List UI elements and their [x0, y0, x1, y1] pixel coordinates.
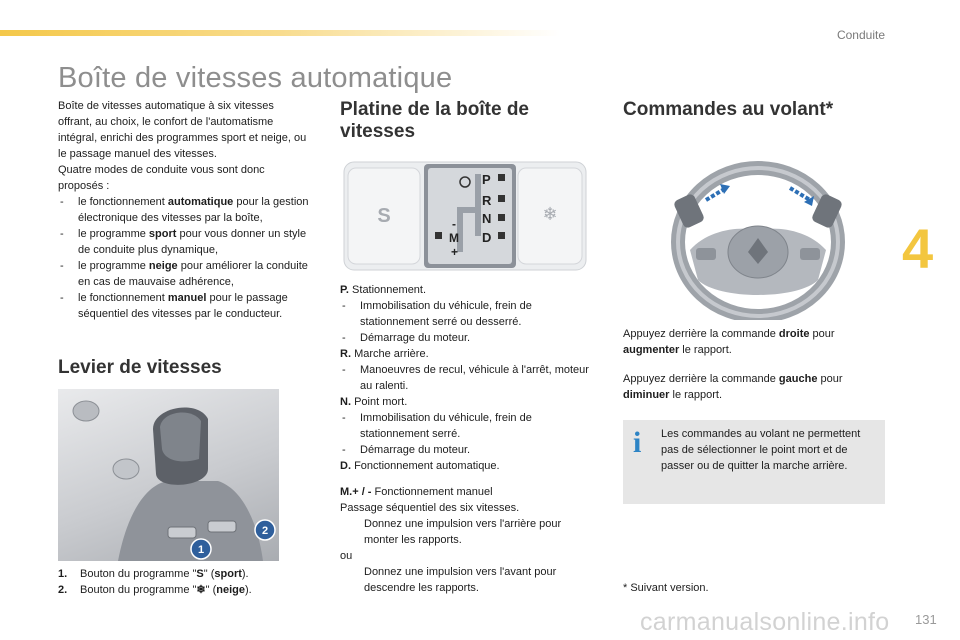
mode-item: - le fonctionnement automatique pour la gestion électronique des vitesses par la boîte,	[58, 194, 310, 226]
gear-selector-panel	[340, 160, 590, 272]
lever-heading: Levier de vitesses	[58, 357, 222, 378]
watermark: carmanualsonline.info	[640, 608, 890, 636]
manual-minus: -	[452, 217, 456, 231]
gear-lever-illustration	[58, 389, 279, 561]
callout-1-label: 1	[197, 544, 205, 556]
position-p-item: - Démarrage du moteur.	[340, 330, 590, 346]
paddle-left-text: Appuyez derrière la commande gauche pour diminuer le rapport.	[623, 373, 843, 401]
position-n: N. Point mort.	[340, 396, 408, 408]
manual-m: M	[449, 231, 459, 245]
position-n-item: - Démarrage du moteur.	[340, 442, 590, 458]
page-number: 131	[915, 612, 937, 627]
callout-2-label: 2	[261, 525, 269, 537]
gear-lever-photo	[58, 389, 279, 561]
position-p-item: - Immobilisation du véhicule, frein de stationnement serré ou desserré.	[340, 298, 590, 330]
modes-lead: Quatre modes de conduite vous sont donc proposés :	[58, 164, 265, 192]
info-icon: i	[633, 426, 642, 459]
manual-mode-section	[340, 484, 590, 596]
gear-n: N	[482, 211, 492, 226]
footnote: * Suivant version.	[623, 582, 709, 594]
lever-captions	[58, 566, 310, 598]
mode-item: - le fonctionnement manuel pour le passage séquentiel des vitesses par le conducteur.	[58, 290, 310, 322]
positions-list	[340, 282, 590, 474]
manual-or: ou	[340, 550, 353, 562]
header-stripe	[0, 30, 560, 36]
intro-paragraph: Boîte de vitesses automatique à six vitesses offrant, au choix, le confort de l'automatisme intégral, enrichi des programmes sport et neige, ou le passage manuel des vitesses.	[58, 100, 307, 160]
caption-2: 2. Bouton du programme "❄" (neige).	[58, 584, 252, 596]
manual-plus: +	[451, 245, 459, 259]
section-label: Conduite	[836, 28, 885, 42]
intro-column	[58, 98, 310, 322]
page-title: Boîte de vitesses automatique	[58, 62, 453, 94]
gear-r: R	[482, 193, 492, 208]
manual-mode-title: M.+ / - Fonctionnement manuel	[340, 486, 493, 498]
position-r-item: - Manoeuvres de recul, véhicule à l'arrêt, moteur au ralenti.	[340, 362, 590, 394]
manual-mode-desc: Passage séquentiel des six vitesses.	[340, 502, 520, 514]
info-text: Les commandes au volant ne permettent pas de sélectionner le point mort et de passer ou de quitter la marche arrière.	[661, 428, 861, 472]
position-r: R. Marche arrière.	[340, 348, 429, 360]
position-p: P. Stationnement.	[340, 284, 427, 296]
sport-mode-label: S	[377, 205, 391, 227]
snow-mode-icon: ❄	[542, 204, 558, 225]
gate-heading: Platine de la boîte de vitesses	[340, 99, 529, 142]
manual-step-down: Donnez une impulsion vers l'avant pour descendre les rapports.	[364, 566, 557, 594]
position-d: D. Fonctionnement automatique.	[340, 460, 500, 472]
mode-item: - le programme sport pour vous donner un style de conduite plus dynamique,	[58, 226, 310, 258]
gear-d: D	[482, 230, 492, 245]
manual-step-up: Donnez une impulsion vers l'arrière pour monter les rapports.	[364, 518, 562, 546]
mode-item: - le programme neige pour améliorer la conduite en cas de mauvaise adhérence,	[58, 258, 310, 290]
info-note	[623, 420, 885, 504]
gear-p: P	[482, 172, 491, 187]
caption-1: 1. Bouton du programme "S" (sport).	[58, 568, 249, 580]
chapter-number: 4	[902, 217, 934, 280]
position-n-item: - Immobilisation du véhicule, frein de stationnement serré.	[340, 410, 590, 442]
steering-wheel-illustration	[668, 160, 848, 320]
paddle-right-text: Appuyez derrière la commande droite pour augmenter le rapport.	[623, 328, 835, 356]
wheel-heading: Commandes au volant*	[623, 99, 834, 120]
